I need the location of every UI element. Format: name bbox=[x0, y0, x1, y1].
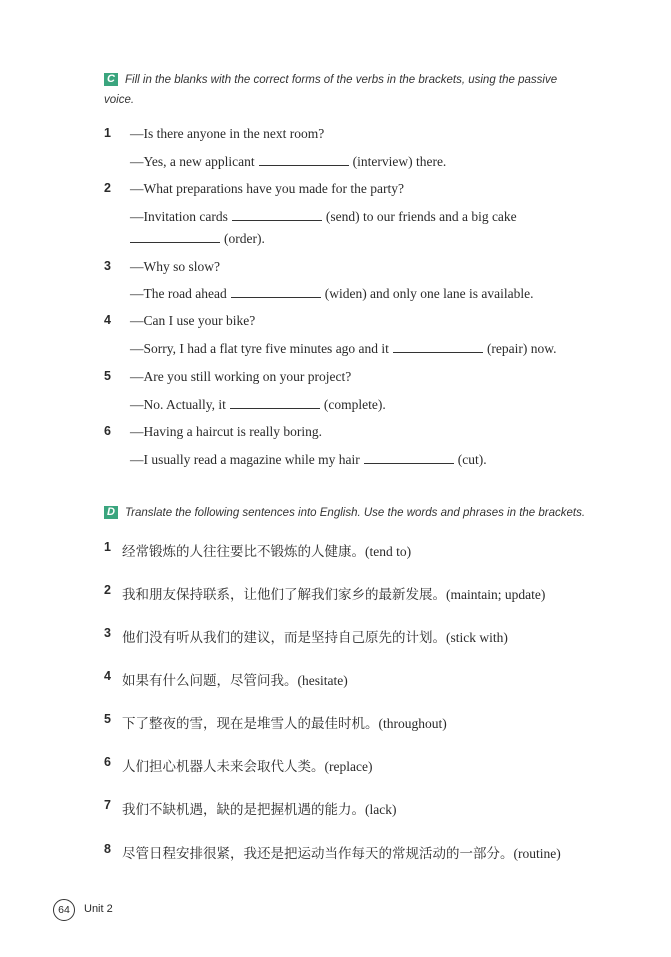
verb-hint: (interview) there. bbox=[352, 154, 447, 169]
answer-text: —Invitation cards bbox=[130, 209, 228, 224]
verb-hint: (cut). bbox=[457, 452, 487, 467]
verb-hint: (widen) and only one lane is available. bbox=[324, 286, 534, 301]
item-number: 3 bbox=[104, 259, 111, 273]
translation-sentence: 如果有什么问题，尽管问我。(hesitate) bbox=[122, 673, 348, 688]
section-d-instruction bbox=[104, 506, 585, 519]
item-number: 2 bbox=[104, 181, 111, 195]
answer-line bbox=[130, 397, 386, 413]
translation-sentence: 我和朋友保持联系，让他们了解我们家乡的最新发展。(maintain; update) bbox=[122, 587, 546, 602]
item-number: 7 bbox=[104, 798, 111, 812]
answer-text: —I usually read a magazine while my hair bbox=[130, 452, 360, 467]
answer-line bbox=[130, 154, 446, 170]
answer-text: —The road ahead bbox=[130, 286, 227, 301]
translation-sentence: 经常锻炼的人往往要比不锻炼的人健康。(tend to) bbox=[122, 544, 412, 559]
instruction-text: Translate the following sentences into English. Use the words and phrases in the brackets. bbox=[125, 507, 586, 519]
verb-hint: (order). bbox=[224, 231, 265, 246]
instruction-text: Fill in the blanks with the correct forms of the verbs in the brackets, using the passive bbox=[125, 74, 558, 86]
section-c-badge: C bbox=[104, 73, 118, 86]
answer-blank[interactable] bbox=[393, 341, 483, 353]
translation-sentence: 下了整夜的雪，现在是堆雪人的最佳时机。(throughout) bbox=[122, 716, 447, 731]
verb-hint: (send) to our friends and a big cake bbox=[325, 209, 517, 224]
section-d-badge: D bbox=[104, 506, 118, 519]
question-line: —Are you still working on your project? bbox=[130, 369, 352, 384]
translation-sentence: 人们担心机器人未来会取代人类。(replace) bbox=[122, 759, 373, 774]
unit-label: Unit 2 bbox=[84, 903, 113, 915]
page-number: 64 bbox=[53, 899, 75, 921]
answer-text: —Yes, a new applicant bbox=[130, 154, 255, 169]
answer-text: —Sorry, I had a flat tyre five minutes ago and it bbox=[130, 341, 389, 356]
item-number: 4 bbox=[104, 313, 111, 327]
answer-blank[interactable] bbox=[364, 452, 454, 464]
answer-line bbox=[130, 341, 557, 357]
item-number: 2 bbox=[104, 583, 111, 597]
translation-sentence: 我们不缺机遇，缺的是把握机遇的能力。(lack) bbox=[122, 802, 397, 817]
item-number: 1 bbox=[104, 540, 111, 554]
answer-blank[interactable] bbox=[259, 154, 349, 166]
section-c-instruction-cont: voice. bbox=[104, 94, 135, 106]
question-line: —Can I use your bike? bbox=[130, 313, 256, 328]
item-number: 6 bbox=[104, 424, 111, 438]
answer-line bbox=[130, 452, 487, 468]
question-line: —Is there anyone in the next room? bbox=[130, 126, 325, 141]
answer-blank[interactable] bbox=[231, 286, 321, 298]
section-c-instruction bbox=[104, 73, 557, 86]
answer-blank[interactable] bbox=[232, 209, 322, 221]
item-number: 5 bbox=[104, 712, 111, 726]
translation-sentence: 他们没有听从我们的建议，而是坚持自己原先的计划。(stick with) bbox=[122, 630, 508, 645]
question-line: —Having a haircut is really boring. bbox=[130, 424, 322, 439]
translation-sentence: 尽管日程安排很紧，我还是把运动当作每天的常规活动的一部分。(routine) bbox=[122, 846, 561, 861]
item-number: 8 bbox=[104, 842, 111, 856]
question-line: —What preparations have you made for the party? bbox=[130, 181, 405, 196]
answer-blank[interactable] bbox=[230, 397, 320, 409]
answer-text: —No. Actually, it bbox=[130, 397, 226, 412]
verb-hint: (complete). bbox=[323, 397, 386, 412]
item-number: 3 bbox=[104, 626, 111, 640]
answer-line bbox=[130, 209, 517, 225]
item-number: 6 bbox=[104, 755, 111, 769]
answer-line-cont bbox=[130, 231, 265, 247]
item-number: 1 bbox=[104, 126, 111, 140]
answer-line bbox=[130, 286, 534, 302]
answer-blank[interactable] bbox=[130, 231, 220, 243]
item-number: 4 bbox=[104, 669, 111, 683]
verb-hint: (repair) now. bbox=[486, 341, 557, 356]
item-number: 5 bbox=[104, 369, 111, 383]
question-line: —Why so slow? bbox=[130, 259, 220, 274]
